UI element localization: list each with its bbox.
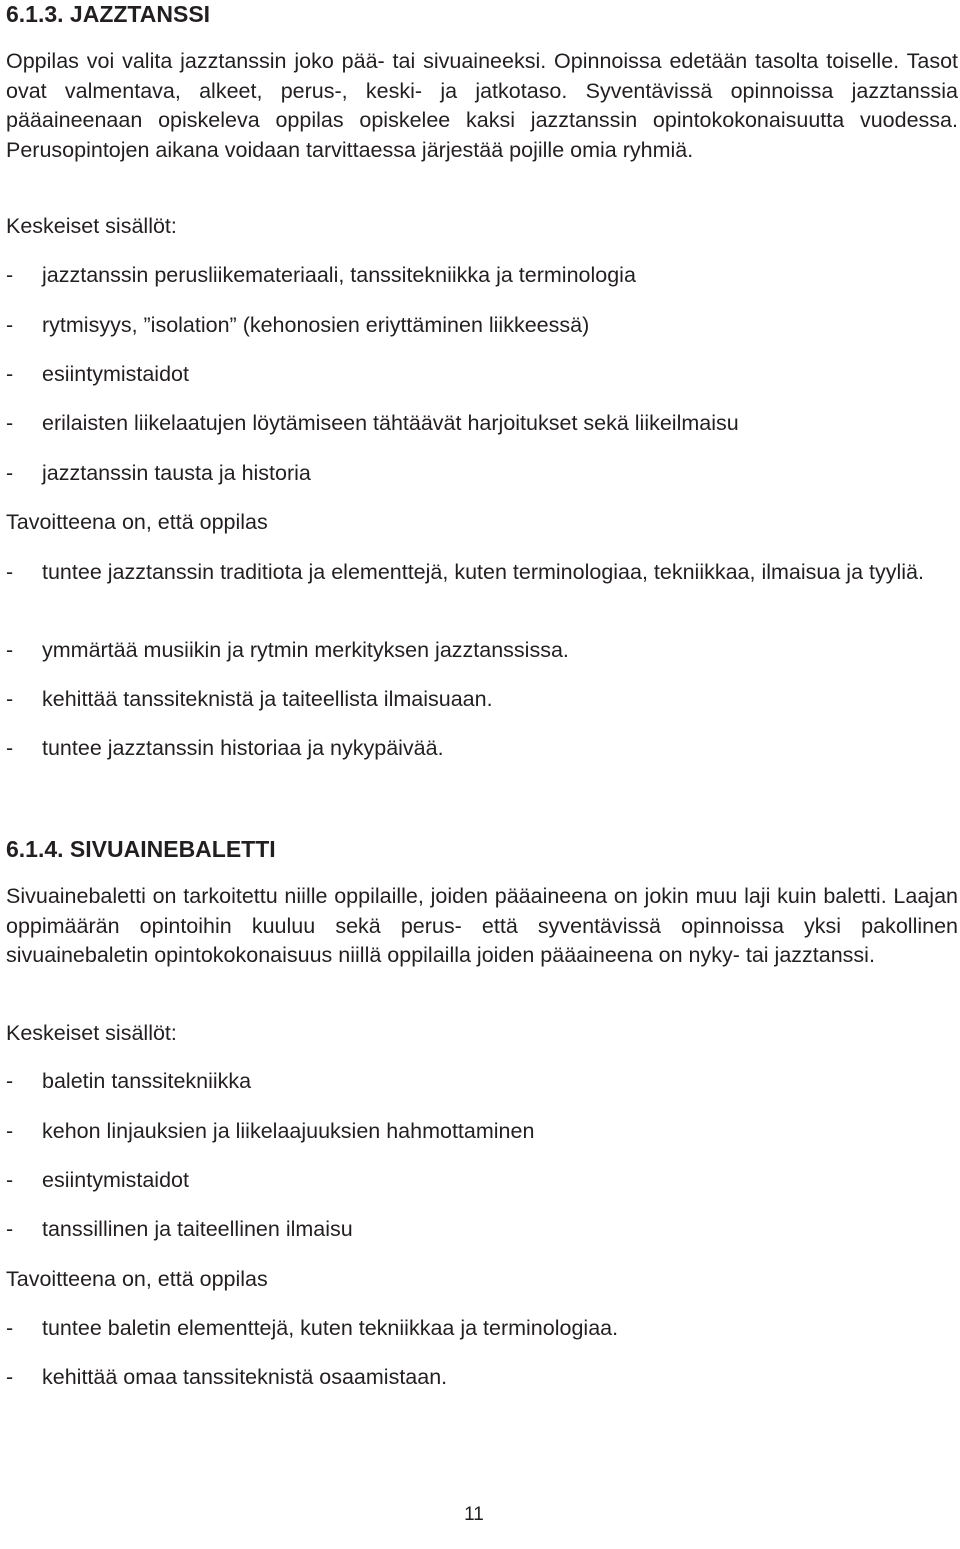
list-item [6, 409, 958, 439]
bullet-dash: - [6, 313, 14, 337]
bullet-dash: - [6, 638, 14, 662]
bullet-dash: - [6, 1365, 14, 1389]
list-item [6, 685, 958, 715]
list-item-text: baletin tanssitekniikka [42, 1069, 252, 1093]
contents-label-sivuainebaletti: Keskeiset sisällöt: [6, 1021, 177, 1045]
bullet-dash: - [6, 560, 14, 584]
bullet-dash: - [6, 263, 14, 287]
list-item-text: esiintymistaidot [42, 1168, 189, 1192]
list-item [6, 311, 958, 341]
list-item [6, 1215, 958, 1245]
bullet-dash: - [6, 687, 14, 711]
section-heading-jazztanssi: 6.1.3. JAZZTANSSI [6, 1, 211, 27]
list-item-text: kehittää omaa tanssiteknistä osaamistaan. [42, 1365, 448, 1389]
page-number: 11 [464, 1504, 484, 1525]
list-item [6, 1067, 958, 1097]
goals-label-jazztanssi: Tavoitteena on, että oppilas [6, 510, 268, 534]
list-item [6, 1363, 958, 1393]
list-item-text: tanssillinen ja taiteellinen ilmaisu [42, 1217, 353, 1241]
list-item [6, 261, 958, 291]
list-item-text: tuntee jazztanssin traditiota ja elementtejä, kuten terminologiaa, tekniikkaa, ilmaisua ja tyyliä. [42, 560, 924, 584]
list-item-text: tuntee jazztanssin historiaa ja nykypäivää. [42, 736, 444, 760]
section-heading-sivuainebaletti: 6.1.4. SIVUAINEBALETTI [6, 836, 276, 862]
section-intro-sivuainebaletti: Sivuainebaletti on tarkoitettu niille oppilaille, joiden pääaineena on jokin muu laji kuin baletti. Laajan oppimäärän opintoihin kuuluu sekä perus- että syventävissä opinnoissa yksi pakollinen sivuainebaletin opintokokonaisuus niillä oppilailla joiden pääaineena on nyky- tai jazztanssi. [6, 884, 958, 967]
section-intro-jazztanssi: Oppilas voi valita jazztanssin joko pää- tai sivuaineeksi. Opinnoissa edetään tasolta toiselle. Tasot ovat valmentava, alkeet, perus-, keski- ja jatkotaso. Syventävissä opinnoissa jazztanssia pääaineenaan opiskeleva oppilas opiskelee kaksi jazztanssin opintokokonaisuutta vuodessa. Perusopintojen aikana voidaan tarvittaessa järjestää pojille omia ryhmiä. [6, 49, 958, 162]
list-item [6, 360, 958, 390]
contents-label-jazztanssi: Keskeiset sisällöt: [6, 214, 177, 238]
list-item-text: erilaisten liikelaatujen löytämiseen tähtäävät harjoitukset sekä liikeilmaisu [42, 411, 739, 435]
list-item-text: jazztanssin tausta ja historia [42, 461, 311, 485]
bullet-dash: - [6, 1316, 14, 1340]
bullet-dash: - [6, 1119, 14, 1143]
list-item [6, 1314, 958, 1344]
list-item-text: rytmisyys, ”isolation” (kehonosien eriyttäminen liikkeessä) [42, 313, 590, 337]
bullet-dash: - [6, 1069, 14, 1093]
list-item-text: kehittää tanssiteknistä ja taiteellista ilmaisuaan. [42, 687, 493, 711]
bullet-dash: - [6, 1217, 14, 1241]
list-item-text: tuntee baletin elementtejä, kuten tekniikkaa ja terminologiaa. [42, 1316, 619, 1340]
list-item [6, 558, 958, 588]
bullet-dash: - [6, 362, 14, 386]
list-item-text: esiintymistaidot [42, 362, 189, 386]
goals-label-sivuainebaletti: Tavoitteena on, että oppilas [6, 1267, 268, 1291]
bullet-dash: - [6, 411, 14, 435]
list-item [6, 459, 958, 489]
list-item [6, 636, 958, 666]
bullet-dash: - [6, 461, 14, 485]
bullet-dash: - [6, 1168, 14, 1192]
list-item [6, 734, 958, 764]
list-item-text: jazztanssin perusliikemateriaali, tanssitekniikka ja terminologia [42, 263, 636, 287]
list-item [6, 1166, 958, 1196]
list-item-text: ymmärtää musiikin ja rytmin merkityksen jazztanssissa. [42, 638, 569, 662]
list-item [6, 1117, 958, 1147]
bullet-dash: - [6, 736, 14, 760]
list-item-text: kehon linjauksien ja liikelaajuuksien hahmottaminen [42, 1119, 535, 1143]
